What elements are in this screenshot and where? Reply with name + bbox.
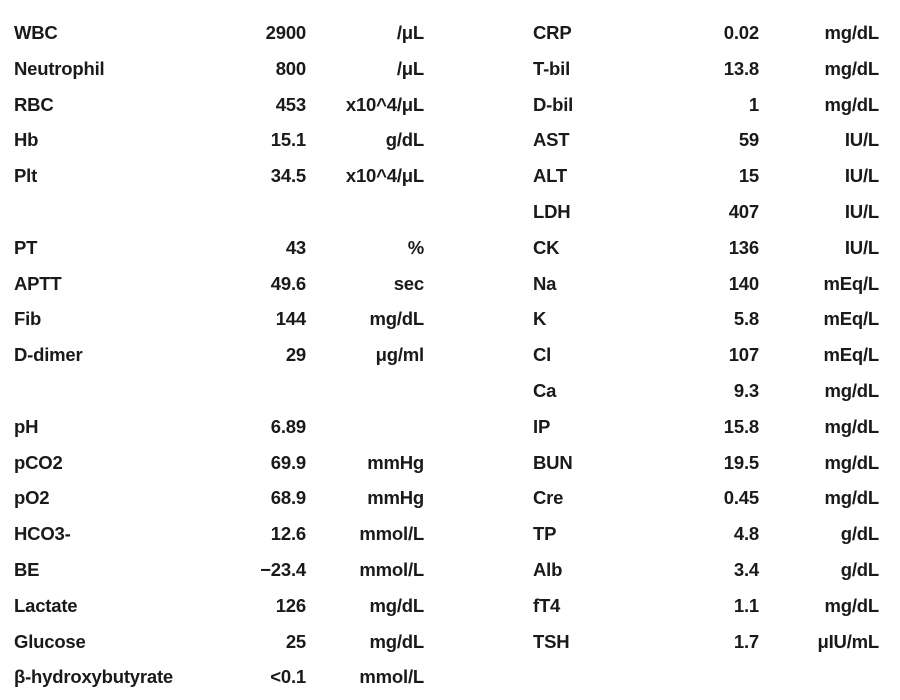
test-name: BUN: [533, 451, 573, 473]
test-value: 59: [738, 129, 759, 151]
test-name: Glucose: [14, 630, 86, 652]
test-value: 19.5: [723, 451, 759, 473]
lab-row: [533, 230, 881, 266]
test-name: Hb: [14, 129, 39, 151]
lab-row: [14, 659, 424, 695]
lab-row: [533, 480, 881, 516]
test-name: Neutrophil: [14, 57, 105, 79]
lab-row: [533, 337, 881, 373]
test-value: 1: [748, 93, 759, 115]
lab-row: [14, 445, 424, 481]
test-unit: mmol/L: [359, 523, 424, 545]
test-unit: /μL: [396, 22, 424, 43]
test-name: pH: [14, 415, 39, 437]
lab-row: [533, 194, 881, 230]
test-unit: mg/dL: [824, 57, 879, 79]
test-unit: x10^4/μL: [345, 165, 424, 187]
test-name: RBC: [14, 93, 54, 115]
test-value: 34.5: [270, 165, 306, 187]
spacer-row: [14, 194, 414, 230]
test-value: 69.9: [270, 451, 306, 473]
lab-row: [14, 516, 424, 552]
test-value: 15.8: [723, 415, 759, 437]
lab-row: [14, 266, 424, 302]
lab-row: [533, 516, 881, 552]
test-name: pO2: [14, 487, 50, 509]
test-unit: mg/dL: [824, 379, 879, 401]
test-name: Cl: [533, 344, 552, 366]
test-name: PT: [14, 236, 38, 258]
test-value: 43: [285, 236, 306, 258]
test-name: HCO3-: [14, 523, 71, 545]
test-name: K: [533, 308, 547, 330]
test-name: D-bil: [533, 93, 574, 115]
test-value: 800: [275, 57, 306, 79]
test-unit: mmHg: [367, 487, 424, 509]
test-name: Lactate: [14, 594, 78, 616]
test-value: 29: [285, 344, 306, 366]
lab-row: [14, 122, 424, 158]
test-value: 126: [275, 594, 306, 616]
test-value: 13.8: [723, 57, 759, 79]
test-unit: %: [407, 236, 424, 258]
lab-row: [533, 409, 881, 445]
lab-row: [14, 230, 424, 266]
lab-row: [14, 158, 424, 194]
test-name: Cre: [533, 487, 564, 509]
lab-row: [533, 51, 881, 87]
test-value: 2900: [265, 22, 306, 43]
test-unit: mEq/L: [823, 344, 879, 366]
test-unit: g/dL: [385, 129, 424, 151]
test-value: 49.6: [270, 272, 306, 294]
test-name: Alb: [533, 558, 563, 580]
test-name: CK: [533, 236, 560, 258]
test-name: BE: [14, 558, 40, 580]
test-unit: mmol/L: [359, 558, 424, 580]
test-name: AST: [533, 129, 570, 151]
test-name: Ca: [533, 379, 557, 401]
test-name: β-hydroxybutyrate: [14, 666, 174, 688]
lab-row: [533, 373, 881, 409]
lab-row: [14, 624, 424, 660]
test-value: 3.4: [733, 558, 759, 580]
test-unit: x10^4/μL: [345, 93, 424, 115]
lab-column-right: [533, 15, 881, 659]
test-name: Fib: [14, 308, 42, 330]
test-unit: mg/dL: [369, 308, 424, 330]
lab-row: [14, 409, 414, 445]
test-unit: /μL: [396, 57, 424, 79]
lab-row: [533, 445, 881, 481]
test-value: 15: [738, 165, 759, 187]
test-unit: μIU/mL: [817, 630, 879, 652]
test-name: TP: [533, 523, 557, 545]
test-value: 12.6: [270, 523, 306, 545]
test-unit: mg/dL: [369, 594, 424, 616]
lab-row: [533, 552, 881, 588]
test-name: fT4: [533, 594, 561, 616]
test-value: 140: [728, 272, 759, 294]
test-value: 6.89: [270, 415, 306, 437]
lab-row: [14, 87, 424, 123]
lab-row: [14, 588, 424, 624]
lab-row: [14, 480, 424, 516]
lab-row: [14, 337, 424, 373]
test-value: 9.3: [733, 379, 759, 401]
test-unit: mg/dL: [824, 487, 879, 509]
test-value: 136: [728, 236, 759, 258]
lab-row: [533, 624, 881, 660]
test-name: APTT: [14, 272, 62, 294]
lab-row: [533, 87, 881, 123]
test-value: 107: [728, 344, 759, 366]
test-unit: g/dL: [840, 558, 879, 580]
lab-column-left: [14, 15, 424, 695]
lab-row: [533, 301, 881, 337]
test-unit: mg/dL: [824, 451, 879, 473]
test-value: −23.4: [260, 558, 306, 580]
test-name: WBC: [14, 22, 58, 43]
test-unit: mg/dL: [824, 594, 879, 616]
test-value: 144: [275, 308, 306, 330]
test-name: ALT: [533, 165, 567, 187]
test-unit: mmHg: [367, 451, 424, 473]
test-unit: μg/ml: [375, 344, 424, 366]
test-unit: IU/L: [844, 236, 879, 258]
test-name: CRP: [533, 22, 572, 43]
test-name: pCO2: [14, 451, 63, 473]
test-value: 0.45: [723, 487, 759, 509]
test-value: 453: [275, 93, 306, 115]
test-unit: mg/dL: [824, 93, 879, 115]
lab-row: [533, 266, 881, 302]
test-name: Plt: [14, 165, 38, 187]
lab-row: [14, 301, 424, 337]
lab-row: [533, 158, 881, 194]
test-name: D-dimer: [14, 344, 83, 366]
test-value: 68.9: [270, 487, 306, 509]
test-value: 407: [728, 200, 759, 222]
lab-row: [14, 15, 424, 51]
test-value: 1.7: [733, 630, 759, 652]
lab-row: [533, 122, 881, 158]
test-unit: mmol/L: [359, 666, 424, 688]
test-name: LDH: [533, 200, 571, 222]
lab-row: [533, 15, 881, 51]
test-unit: mg/dL: [369, 630, 424, 652]
lab-row: [533, 588, 881, 624]
test-unit: mEq/L: [823, 272, 879, 294]
test-value: 5.8: [733, 308, 759, 330]
test-unit: mg/dL: [824, 415, 879, 437]
test-unit: IU/L: [844, 129, 879, 151]
lab-row: [14, 552, 424, 588]
test-unit: sec: [393, 272, 424, 294]
test-name: T-bil: [533, 57, 571, 79]
test-value: 25: [285, 630, 306, 652]
test-value: 0.02: [723, 22, 759, 43]
spacer-row: [14, 373, 414, 409]
test-unit: mg/dL: [824, 22, 879, 43]
test-unit: IU/L: [844, 200, 879, 222]
test-name: TSH: [533, 630, 570, 652]
test-value: <0.1: [270, 666, 306, 688]
test-unit: g/dL: [840, 523, 879, 545]
test-name: Na: [533, 272, 557, 294]
test-name: IP: [533, 415, 551, 437]
lab-row: [14, 51, 424, 87]
test-value: 4.8: [733, 523, 759, 545]
test-unit: IU/L: [844, 165, 879, 187]
test-value: 1.1: [733, 594, 759, 616]
test-unit: mEq/L: [823, 308, 879, 330]
test-value: 15.1: [270, 129, 306, 151]
